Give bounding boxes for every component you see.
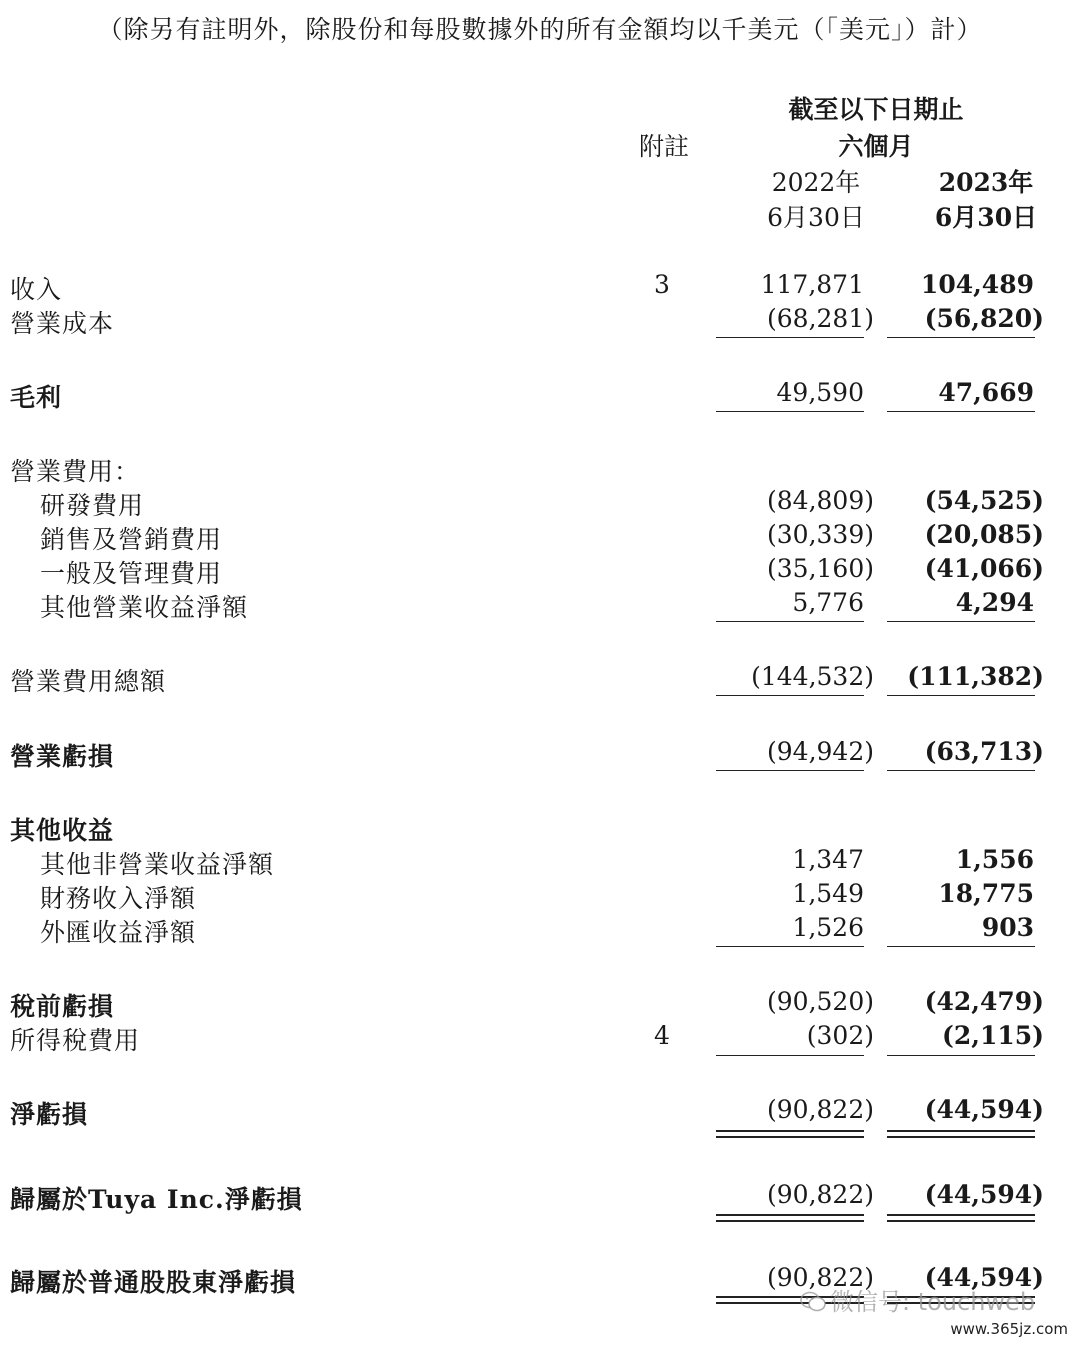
row-label: 營業虧損: [10, 742, 115, 771]
watermark-text: 微信号: touchweb: [830, 1288, 1036, 1316]
value-2022: (84,809): [767, 486, 874, 515]
rule-line: [887, 337, 1035, 338]
row-label: 外匯收益淨額: [40, 918, 197, 947]
value-2023: (54,525): [924, 486, 1044, 515]
period-header-line2: 六個月: [838, 132, 914, 161]
value-2023: 104,489: [920, 270, 1034, 299]
value-2022: 1,526: [792, 913, 864, 942]
value-2022: (302): [806, 1021, 874, 1050]
rule-line: [716, 411, 864, 412]
row-label: 財務收入淨額: [40, 884, 197, 913]
rule-line: [716, 946, 864, 947]
value-2023: (56,820): [924, 304, 1044, 333]
row-total-operating-expenses: [0, 662, 1080, 696]
value-2022: (90,822): [767, 1180, 874, 1209]
row-label: 其他收益: [10, 816, 115, 845]
value-2022: 1,549: [792, 879, 864, 908]
row-fx-gain: [0, 913, 1080, 947]
value-2022: (90,822): [767, 1095, 874, 1124]
value-2022: (35,160): [767, 554, 874, 583]
row-label: 歸屬於Tuya Inc.淨虧損: [10, 1185, 303, 1214]
row-label: 營業費用：: [10, 457, 141, 486]
value-2023: (44,594): [924, 1263, 1044, 1292]
value-2023: (44,594): [924, 1180, 1044, 1209]
row-operating-loss: [0, 737, 1080, 771]
value-2022: (68,281): [767, 304, 874, 333]
row-finance-income: [0, 879, 1080, 913]
row-income-tax: [0, 1021, 1080, 1055]
value-2023: 903: [981, 913, 1034, 942]
value-2022: (144,532): [751, 662, 874, 691]
row-operating-expenses-heading: [0, 452, 1080, 486]
rule-line: [716, 621, 864, 622]
rule-line: [887, 770, 1035, 771]
double-rule: [716, 1130, 864, 1138]
row-other-non-operating: [0, 845, 1080, 879]
value-2022: 5,776: [792, 588, 864, 617]
rule-line: [887, 411, 1035, 412]
row-label: 毛利: [10, 383, 63, 412]
value-2023: (111,382): [907, 662, 1044, 691]
row-label: 其他營業收益淨額: [40, 593, 249, 622]
col-2023-year: 2023年: [938, 168, 1034, 197]
value-2023: 4,294: [955, 588, 1034, 617]
row-label: 一般及管理費用: [40, 559, 223, 588]
row-label: 營業成本: [10, 309, 115, 338]
value-2022: (90,822): [767, 1263, 874, 1292]
row-net-loss: [0, 1095, 1080, 1129]
rule-line: [716, 695, 864, 696]
row-other-operating-income: [0, 588, 1080, 622]
value-2023: (42,479): [924, 987, 1044, 1016]
row-label: 營業費用總額: [10, 667, 167, 696]
rule-line: [887, 1055, 1035, 1056]
value-2023: (2,115): [942, 1021, 1044, 1050]
col-2022-date: 6月30日: [767, 203, 865, 232]
double-rule: [887, 1130, 1035, 1138]
value-2023: 47,669: [938, 378, 1034, 407]
col-2023-date: 6月30日: [934, 203, 1038, 232]
value-2023: (44,594): [924, 1095, 1044, 1124]
value-2023: 1,556: [955, 845, 1034, 874]
rule-line: [716, 770, 864, 771]
row-label: 其他非營業收益淨額: [40, 850, 275, 879]
row-general-admin: [0, 554, 1080, 588]
row-label: 銷售及營銷費用: [40, 525, 223, 554]
period-header-line1: 截至以下日期止: [788, 95, 964, 124]
row-other-income-heading: [0, 811, 1080, 845]
rule-line: [887, 621, 1035, 622]
double-rule: [887, 1214, 1035, 1222]
rule-line: [716, 337, 864, 338]
row-note: 3: [654, 270, 670, 299]
value-2022: 117,871: [760, 270, 864, 299]
row-label: 歸屬於普通股股東淨虧損: [10, 1268, 297, 1297]
value-2022: (30,339): [767, 520, 874, 549]
row-cost-of-revenue: [0, 304, 1080, 338]
row-label: 淨虧損: [10, 1100, 89, 1129]
value-2023: 18,775: [938, 879, 1034, 908]
row-sales-marketing: [0, 520, 1080, 554]
wechat-icon: [800, 1291, 826, 1313]
value-2022: 1,347: [792, 845, 864, 874]
double-rule: [716, 1214, 864, 1222]
row-rd-expenses: [0, 486, 1080, 520]
row-revenue: [0, 270, 1080, 304]
row-label: 研發費用: [40, 491, 145, 520]
row-label: 稅前虧損: [10, 992, 115, 1021]
row-gross-profit: [0, 378, 1080, 412]
watermark: [800, 1282, 1035, 1317]
row-note: 4: [654, 1021, 670, 1050]
value-2022: (94,942): [767, 737, 874, 766]
row-label: 收入: [10, 275, 63, 304]
table-caption: （除另有註明外，除股份和每股數據外的所有金額均以千美元（「美元」）計）: [97, 15, 983, 44]
row-label: 所得稅費用: [10, 1026, 141, 1055]
site-url: www.365jz.com: [946, 1318, 1072, 1340]
value-2023: (41,066): [924, 554, 1044, 583]
value-2022: 49,590: [776, 378, 864, 407]
row-net-loss-tuya: [0, 1180, 1080, 1214]
note-column-header: 附註: [638, 132, 689, 161]
rule-line: [716, 1055, 864, 1056]
col-2022-year: 2022年: [771, 168, 861, 197]
value-2023: (20,085): [924, 520, 1044, 549]
rule-line: [887, 695, 1035, 696]
rule-line: [887, 946, 1035, 947]
row-loss-before-tax: [0, 987, 1080, 1021]
value-2022: (90,520): [767, 987, 874, 1016]
value-2023: (63,713): [924, 737, 1044, 766]
